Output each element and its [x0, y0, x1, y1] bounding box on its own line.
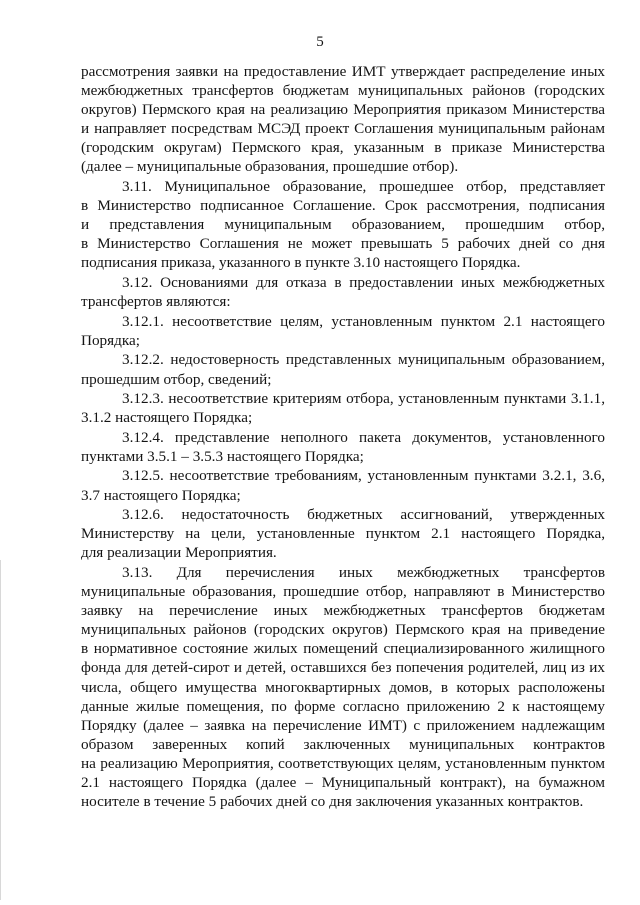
text-line: прошедшим отбор, сведений;: [81, 370, 272, 388]
text-line: 3.12.4. представление неполного пакета документов, установленного: [122, 428, 605, 446]
text-line: (городским округам) Пермского края, указанным в приказе Министерства: [81, 139, 605, 157]
text-line: в нормативное состояние жилых помещений специализированного жилищного: [81, 640, 605, 658]
text-line: данные жилые помещения, по форме согласно приложению 2 к настоящему: [81, 697, 605, 715]
text-line: 3.13. Для перечисления иных межбюджетных трансфертов: [122, 563, 605, 581]
text-line: 3.11. Муниципальное образование, прошедшее отбор, представляет: [122, 178, 605, 196]
paragraph: [81, 389, 605, 427]
text-line: образом заверенных копий заключенных муниципальных контрактов: [81, 735, 605, 753]
paragraph: [81, 177, 605, 272]
document-body: [81, 62, 605, 812]
text-line: для реализации Мероприятия.: [81, 544, 277, 562]
text-line: 3.1.2 настоящего Порядка;: [81, 409, 253, 427]
text-line: Порядку (далее – заявка на перечисление ИМТ) с приложением надлежащим: [81, 716, 605, 734]
paragraph: [81, 428, 605, 466]
text-line: (далее – муниципальные образования, прошедшие отбор).: [81, 158, 459, 176]
text-line: 3.12.2. недостоверность представленных муниципальным образованием,: [122, 351, 605, 369]
text-line: на реализацию Мероприятия, соответствующих целям, установленным пунктом: [81, 754, 605, 772]
text-line: пунктами 3.5.1 – 3.5.3 настоящего Порядка;: [81, 447, 364, 465]
text-line: заявку на перечисление иных межбюджетных трансфертов бюджетам: [81, 602, 605, 620]
text-line: межбюджетных трансфертов бюджетам муниципальных районов (городских: [81, 82, 605, 100]
paragraph: [81, 466, 605, 504]
paragraph: [81, 62, 605, 177]
text-line: и направляет посредствам МСЭД проект Соглашения муниципальным районам: [81, 120, 605, 138]
text-line: Порядка;: [81, 331, 140, 349]
page-number: 5: [316, 34, 324, 50]
text-line: в Министерство Соглашения не может превышать 5 рабочих дней со дня: [81, 235, 605, 253]
text-line: носителе в течение 5 рабочих дней со дня заключения указанных контрактов.: [81, 793, 584, 811]
text-line: 3.12.6. недостаточность бюджетных ассигнований, утвержденных: [122, 506, 605, 524]
text-line: трансфертов являются:: [81, 293, 231, 311]
text-line: муниципальных районов (городских округов) Пермского края на приведение: [81, 621, 605, 639]
text-line: муниципальные образования, прошедшие отбор, направляют в Министерство: [81, 583, 605, 601]
text-line: округов) Пермского края на реализацию Мероприятия приказом Министерства: [81, 101, 605, 119]
text-line: 3.12. Основаниями для отказа в предоставлении иных межбюджетных: [122, 274, 605, 292]
text-line: фонда для детей-сирот и детей, оставшихся без попечения родителей, лиц из их: [81, 659, 605, 677]
paragraph: [81, 350, 605, 388]
text-line: рассмотрения заявки на предоставление ИМТ утверждает распределение иных: [81, 63, 605, 80]
text-line: в Министерство подписанное Соглашение. Срок рассмотрения, подписания: [81, 197, 605, 215]
paragraph: [81, 273, 605, 311]
paragraph: [81, 505, 605, 562]
text-line: 3.12.1. несоответствие целям, установленным пунктом 2.1 настоящего: [122, 312, 605, 330]
text-line: 3.12.5. несоответствие требованиям, установленным пунктами 3.2.1, 3.6,: [122, 467, 605, 485]
text-line: числа, общего имущества многоквартирных домов, в которых расположены: [81, 678, 605, 696]
scan-edge-line: [0, 560, 1, 900]
text-line: и представления муниципальным образованием, прошедшим отбор,: [81, 216, 605, 234]
text-line: подписания приказа, указанного в пункте 3.10 настоящего Порядка.: [81, 254, 521, 272]
text-line: 2.1 настоящего Порядка (далее – Муниципальный контракт), на бумажном: [81, 773, 605, 791]
text-line: 3.7 настоящего Порядка;: [81, 486, 241, 504]
paragraph: [81, 563, 605, 811]
text-line: Министерству на цели, установленные пунктом 2.1 настоящего Порядка,: [81, 525, 605, 543]
paragraph: [81, 312, 605, 350]
text-line: 3.12.3. несоответствие критериям отбора, установленным пунктами 3.1.1,: [122, 390, 605, 408]
